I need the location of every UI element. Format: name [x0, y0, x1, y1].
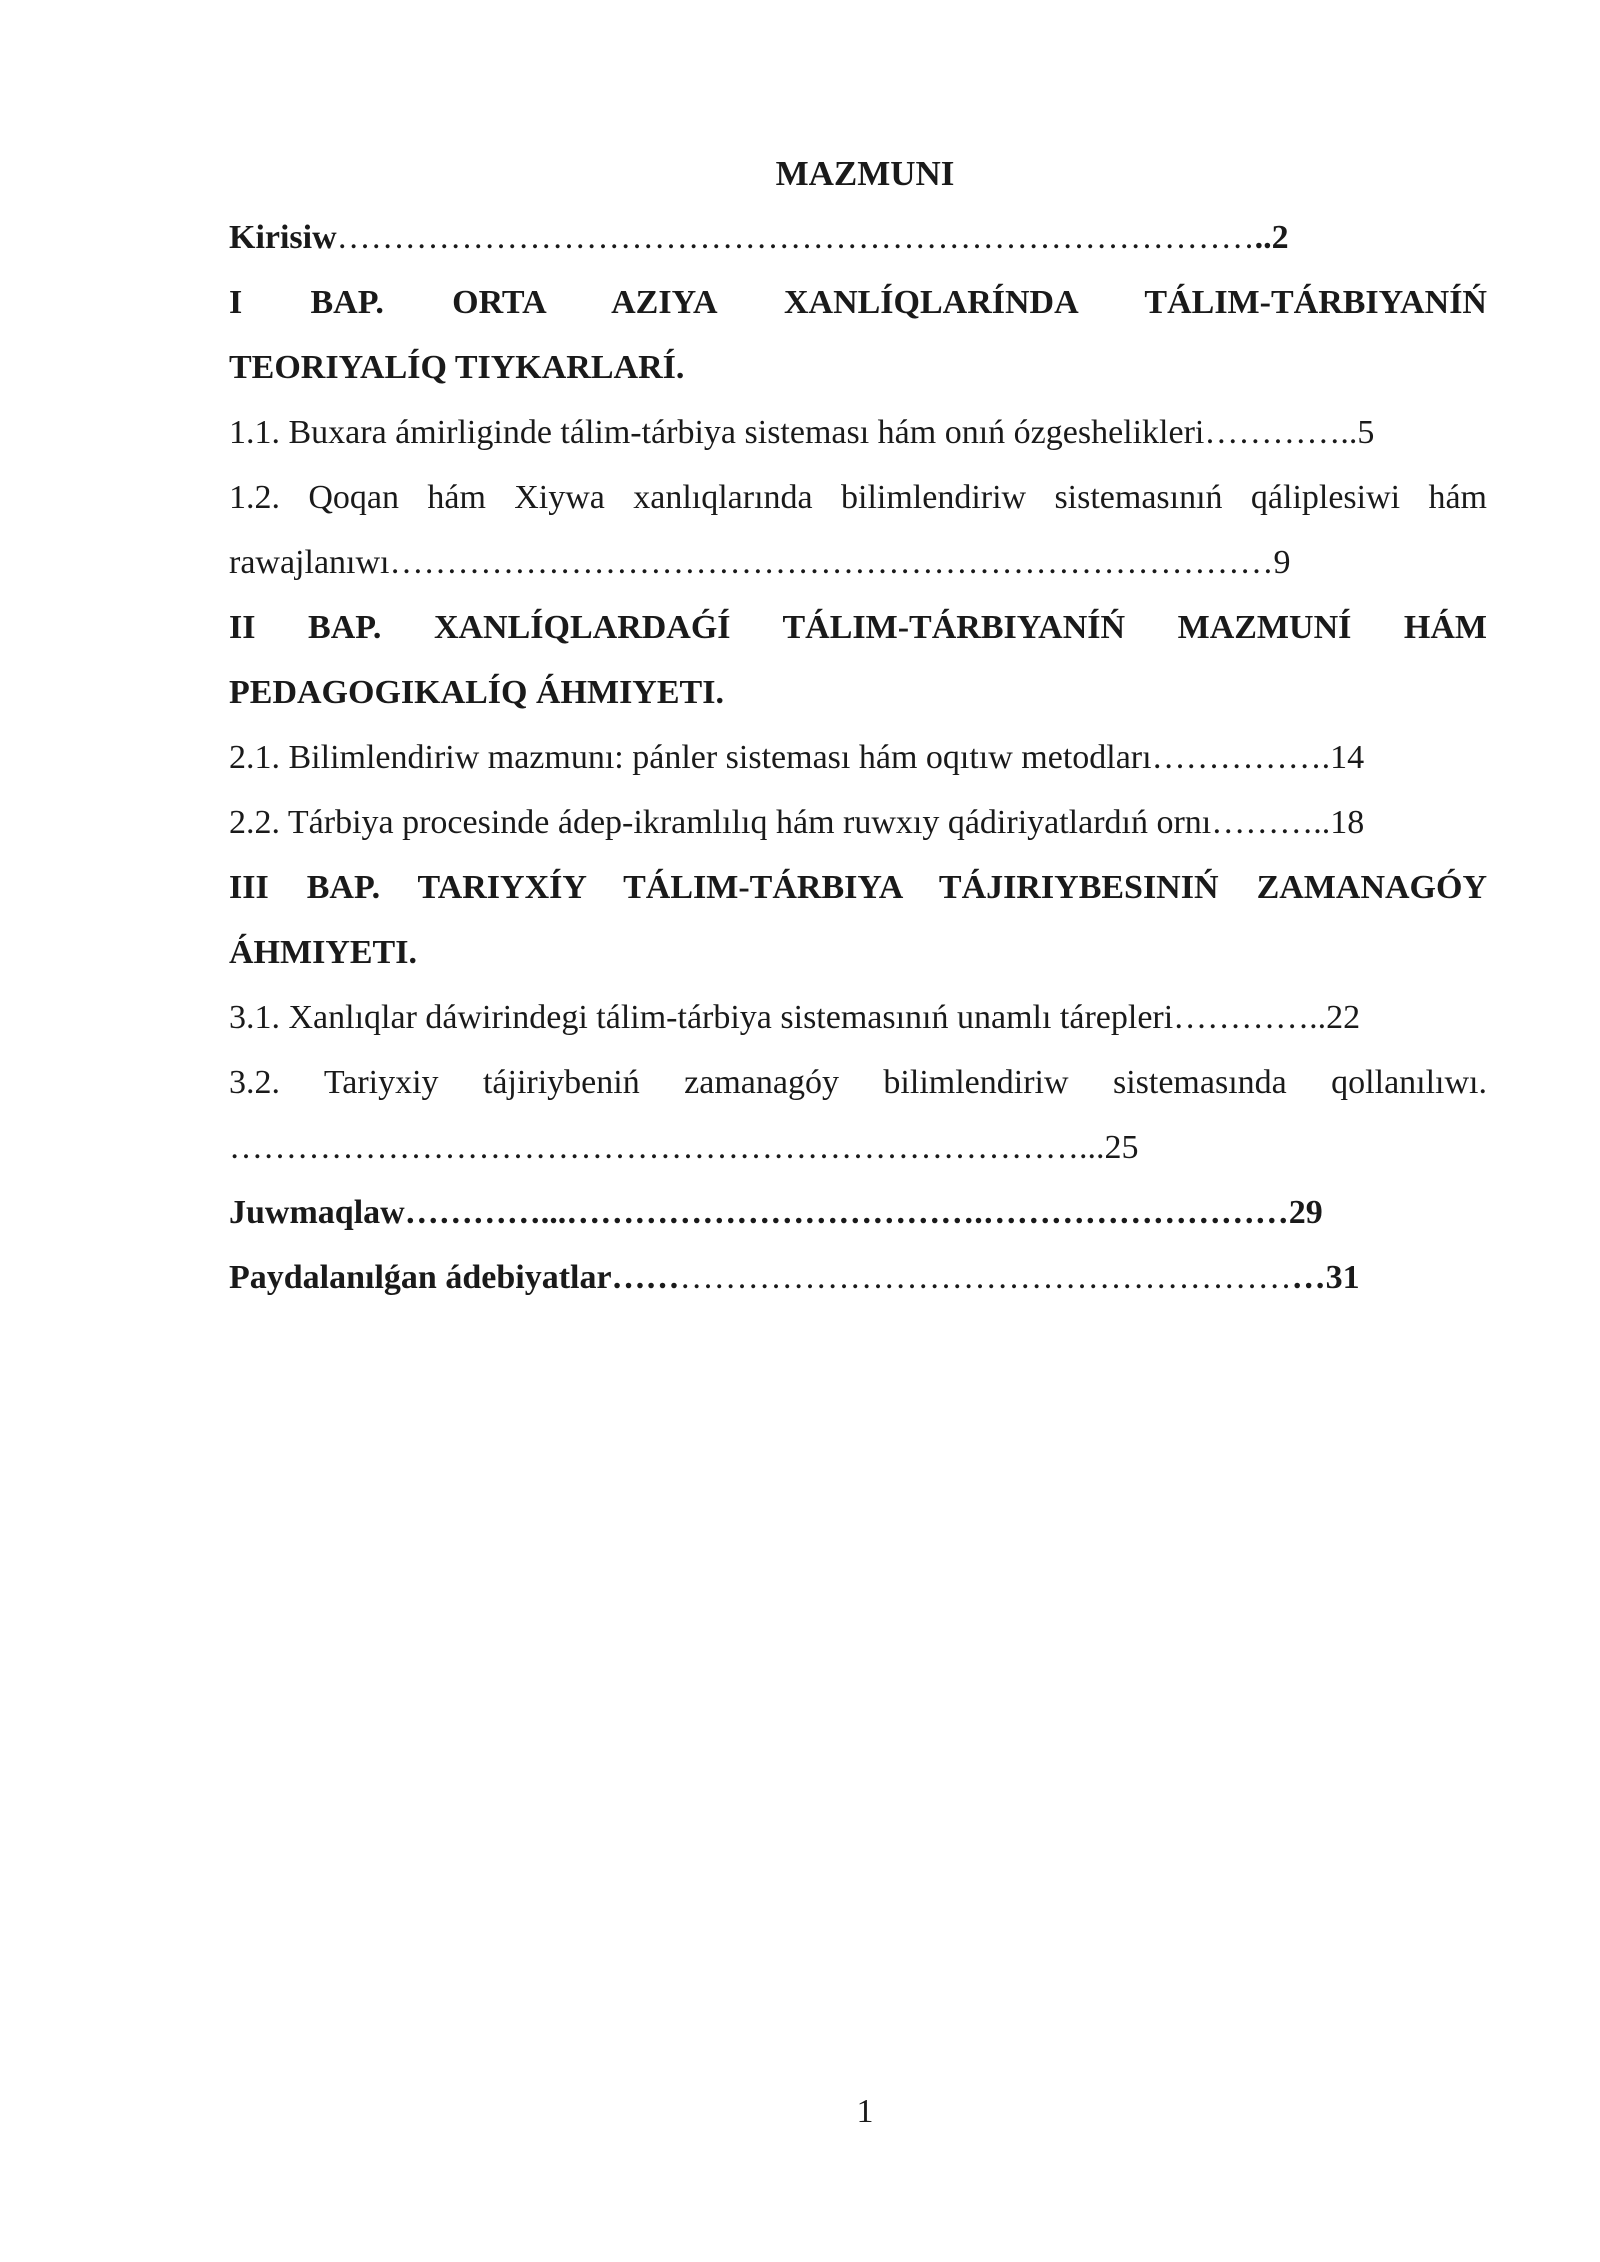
page-title: MAZMUNI: [775, 154, 955, 193]
toc-entry-references: [229, 1256, 1487, 1321]
toc-section-3-1: 3.1. Xanlıqlar dáwirindegi tálim-tárbiya sistemasınıń unamlı tárepleri…………..22: [229, 999, 1361, 1036]
toc-section-2-2: 2.2. Tárbiya procesinde ádep-ikramlılıq hám ruwxıy qádiriyatlardıń ornı………..18: [229, 804, 1365, 841]
toc-section-1-2-cont: rawajlanıwı……………………………………………………………………9: [229, 544, 1291, 581]
toc-leader-dots: ………………………………………………: [679, 1259, 1292, 1296]
toc-page-number: ..2: [1254, 219, 1289, 256]
toc-entry-label: Paydalanılǵan ádebiyatlar……: [229, 1259, 680, 1296]
toc-chapter-2-heading-cont: PEDAGOGIKALÍQ ÁHMIYETI.: [229, 674, 724, 711]
toc-section-3-2-cont: …………………………………………………………………...25: [229, 1129, 1139, 1166]
toc-section-2-1: 2.1. Bilimlendiriw mazmunı: pánler sisteması hám oqıtıw metodları…………….14: [229, 739, 1365, 776]
page-number: 1: [856, 2093, 874, 2130]
toc-section-3-2: 3.2. Tariyxiy tájiriybeniń zamanagóy bilimlendiriw sistemasında qollanılıwı.: [229, 1064, 1487, 1101]
toc-entry-label: Kirisiw: [229, 219, 337, 256]
toc-entry-introduction: [229, 216, 1487, 281]
toc-chapter-1-heading-cont: TEORIYALÍQ TIYKARLARÍ.: [229, 349, 685, 386]
table-of-contents: [229, 216, 1487, 1321]
toc-entry-conclusion: Juwmaqlaw…………...……………………………….………………………29: [229, 1194, 1323, 1231]
toc-chapter-3-heading-cont: ÁHMIYETI.: [229, 934, 417, 971]
toc-leader-dots: ………………………………………………………………………: [336, 219, 1255, 256]
toc-page-number: …31: [1291, 1259, 1360, 1296]
toc-section-1-2: 1.2. Qoqan hám Xiywa xanlıqlarında bilimlendiriw sistemasınıń qáliplesiwi hám: [229, 479, 1487, 516]
toc-chapter-2-heading: II BAP. XANLÍQLARDAǴÍ TÁLIM-TÁRBIYANÍŃ MAZMUNÍ HÁM: [229, 609, 1487, 646]
toc-chapter-1-heading: I BAP. ORTA AZIYA XANLÍQLARÍNDA TÁLIM-TÁRBIYANÍŃ: [229, 284, 1487, 321]
toc-section-1-1: 1.1. Buxara ámirliginde tálim-tárbiya sisteması hám onıń ózgeshelikleri…………..5: [229, 414, 1375, 451]
toc-chapter-3-heading: III BAP. TARIYXÍY TÁLIM-TÁRBIYA TÁJIRIYBESINIŃ ZAMANAGÓY: [229, 869, 1487, 906]
